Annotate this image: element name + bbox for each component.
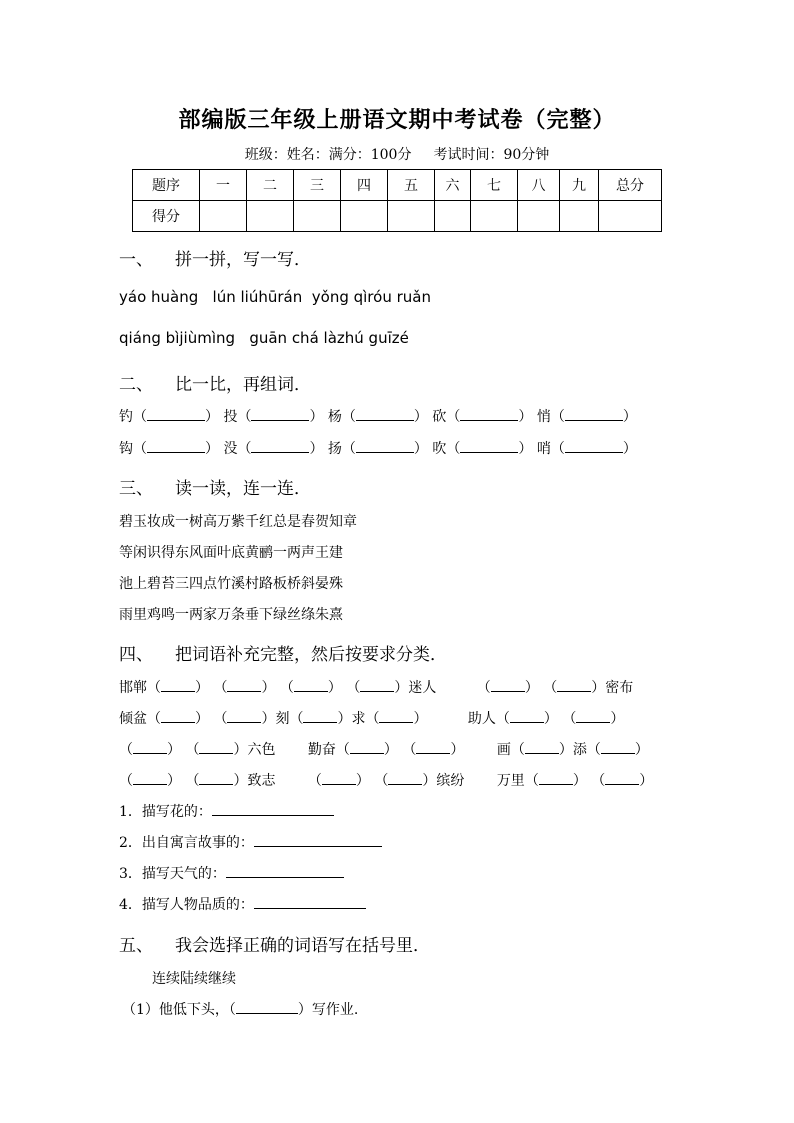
score-header-cell: 七 (471, 170, 518, 201)
score-cell[interactable] (294, 201, 341, 232)
idiom-word: 万里 (496, 773, 525, 789)
score-header-cell: 一 (200, 170, 247, 201)
category-4 (119, 894, 366, 914)
compare-char: 砍 (432, 409, 447, 425)
question-text-after: ）写作业. (297, 1002, 359, 1018)
category-blank[interactable] (226, 863, 344, 878)
idiom-word: 迷人 (408, 680, 437, 696)
exam-info (0, 144, 794, 164)
score-header-cell: 二 (247, 170, 294, 201)
answer-blank[interactable] (147, 438, 205, 453)
section-number: 一、 (119, 250, 153, 270)
score-header-cell: 三 (294, 170, 341, 201)
answer-blank[interactable] (356, 438, 414, 453)
category-blank[interactable] (212, 801, 334, 816)
idiom-blank[interactable] (388, 770, 422, 785)
answer-blank[interactable] (251, 438, 309, 453)
score-header-cell: 九 (560, 170, 599, 201)
answer-blank[interactable] (251, 406, 309, 421)
score-cell[interactable] (435, 201, 471, 232)
idiom-word: 缤纷 (436, 773, 465, 789)
compare-char: 钩 (119, 441, 133, 457)
idiom-blank[interactable] (601, 739, 635, 754)
score-header-cell: 八 (518, 170, 560, 201)
idiom-blank[interactable] (322, 770, 356, 785)
score-cell[interactable] (247, 201, 294, 232)
idiom-blank[interactable] (227, 677, 261, 692)
connect-line-3: 池上碧苔三四点竹溪村路板桥斜晏殊 (119, 576, 343, 592)
section-1-heading (119, 245, 311, 270)
category-2 (119, 832, 382, 852)
idiom-row-4: （ ） （ ）致志 （ ） （ ）缤纷 万里（ ） （ ） (119, 770, 653, 790)
idiom-word: 六色 (247, 742, 276, 758)
category-3 (119, 863, 344, 883)
idiom-word: 勤奋 (307, 742, 336, 758)
score-table (132, 169, 662, 232)
idiom-word: 添 (572, 742, 587, 758)
section-2-heading (119, 370, 311, 395)
idiom-word: 助人 (467, 711, 496, 727)
idiom-word: 刻 (275, 711, 290, 727)
score-row (133, 201, 662, 232)
compare-char: 悄 (536, 409, 551, 425)
idiom-blank[interactable] (161, 677, 195, 692)
section-title: 读一读，连一连． (175, 479, 311, 499)
idiom-blank[interactable] (227, 708, 261, 723)
score-cell[interactable] (388, 201, 435, 232)
exam-info-time: 考试时间：90分钟 (433, 147, 550, 163)
idiom-row-3: （ ） （ ）六色 勤奋（ ） （ ） 画（ ）添（ ） (119, 739, 649, 759)
score-header-cell: 六 (435, 170, 471, 201)
answer-blank[interactable] (460, 406, 518, 421)
idiom-blank[interactable] (133, 739, 167, 754)
idiom-word: 密布 (605, 680, 634, 696)
idiom-blank[interactable] (491, 677, 525, 692)
idiom-blank[interactable] (350, 739, 384, 754)
idiom-blank[interactable] (303, 708, 337, 723)
category-label: 1．描写花的： (119, 804, 212, 820)
answer-blank[interactable] (565, 438, 623, 453)
category-1 (119, 801, 334, 821)
idiom-blank[interactable] (161, 708, 195, 723)
idiom-blank[interactable] (525, 739, 559, 754)
compare-char: 扬 (327, 441, 342, 457)
score-cell[interactable] (560, 201, 599, 232)
compare-char: 钓 (119, 409, 133, 425)
idiom-blank[interactable] (539, 770, 573, 785)
category-label: 2．出自寓言故事的： (119, 835, 254, 851)
category-blank[interactable] (254, 832, 382, 847)
idiom-word: 致志 (247, 773, 276, 789)
category-label: 3．描写天气的： (119, 866, 226, 882)
compare-char: 杨 (327, 409, 342, 425)
section-number: 四、 (119, 645, 153, 665)
exam-info-left: 班级：姓名：满分：100分 (244, 147, 412, 163)
category-blank[interactable] (254, 894, 366, 909)
question-5-1 (122, 999, 358, 1019)
answer-blank[interactable] (147, 406, 205, 421)
answer-blank[interactable] (236, 999, 298, 1014)
section-number: 五、 (119, 936, 153, 956)
idiom-blank[interactable] (360, 677, 394, 692)
section-5-heading (119, 931, 430, 956)
idiom-blank[interactable] (576, 708, 610, 723)
compare-char: 没 (223, 441, 238, 457)
idiom-blank[interactable] (605, 770, 639, 785)
score-cell[interactable] (471, 201, 518, 232)
connect-line-2: 等闲识得东风面叶底黄鹂一两声王建 (119, 545, 343, 561)
score-header-cell: 总分 (599, 170, 662, 201)
score-row-label: 得分 (133, 201, 200, 232)
idiom-blank[interactable] (416, 739, 450, 754)
pinyin-line-1: yáo huàng lún liúhūrán yǒng qìróu ruǎn (119, 288, 431, 306)
answer-blank[interactable] (356, 406, 414, 421)
section-title: 我会选择正确的词语写在括号里． (175, 936, 430, 956)
idiom-blank[interactable] (133, 770, 167, 785)
connect-line-4: 雨里鸡鸣一两家万条垂下绿丝绦朱熹 (119, 607, 343, 623)
idiom-word: 画 (496, 742, 511, 758)
answer-blank[interactable] (460, 438, 518, 453)
compare-char: 哨 (536, 441, 551, 457)
idiom-blank[interactable] (199, 739, 233, 754)
score-cell[interactable] (341, 201, 388, 232)
section-3-heading (119, 474, 311, 499)
score-cell[interactable] (200, 201, 247, 232)
compare-row-2: 钩（ ） 没（ ） 扬（ ） 吹（ ） 哨（ ） (119, 438, 637, 458)
idiom-blank[interactable] (379, 708, 413, 723)
idiom-row-2: 倾盆（ ） （ ）刻（ ）求（ ） 助人（ ） （ ） (119, 708, 624, 728)
compare-char: 吹 (432, 441, 447, 457)
pinyin-line-2: qiáng bìjiùmìng guān chá làzhú guīzé (119, 329, 409, 347)
idiom-blank[interactable] (294, 677, 328, 692)
score-header-cell: 题序 (133, 170, 200, 201)
idiom-word: 邯郸 (119, 680, 147, 696)
question-text-before: （1）他低下头，（ (122, 1002, 236, 1018)
section-title: 比一比，再组词． (175, 375, 311, 395)
idiom-row-1: 邯郸（ ） （ ） （ ） （ ）迷人 （ ） （ ）密布 (119, 677, 633, 697)
idiom-word: 求 (351, 711, 366, 727)
section-number: 二、 (119, 375, 153, 395)
score-header-cell: 五 (388, 170, 435, 201)
idiom-blank[interactable] (510, 708, 544, 723)
section-4-heading (119, 640, 447, 665)
section-title: 把词语补充完整，然后按要求分类． (175, 645, 447, 665)
section-number: 三、 (119, 479, 153, 499)
idiom-blank[interactable] (199, 770, 233, 785)
score-header-row (133, 170, 662, 201)
word-options: 连续陆续继续 (152, 971, 236, 987)
compare-char: 投 (223, 409, 238, 425)
answer-blank[interactable] (565, 406, 623, 421)
score-header-cell: 四 (341, 170, 388, 201)
category-label: 4．描写人物品质的： (119, 897, 254, 913)
section-title: 拼一拼，写一写． (175, 250, 311, 270)
score-cell[interactable] (599, 201, 662, 232)
idiom-word: 倾盆 (119, 711, 147, 727)
score-cell[interactable] (518, 201, 560, 232)
page-title: 部编版三年级上册语文期中考试卷（完整） (178, 107, 616, 133)
connect-line-1: 碧玉妆成一树高万紫千红总是春贺知章 (119, 514, 357, 530)
compare-row-1: 钓（ ） 投（ ） 杨（ ） 砍（ ） 悄（ ） (119, 406, 637, 426)
idiom-blank[interactable] (557, 677, 591, 692)
